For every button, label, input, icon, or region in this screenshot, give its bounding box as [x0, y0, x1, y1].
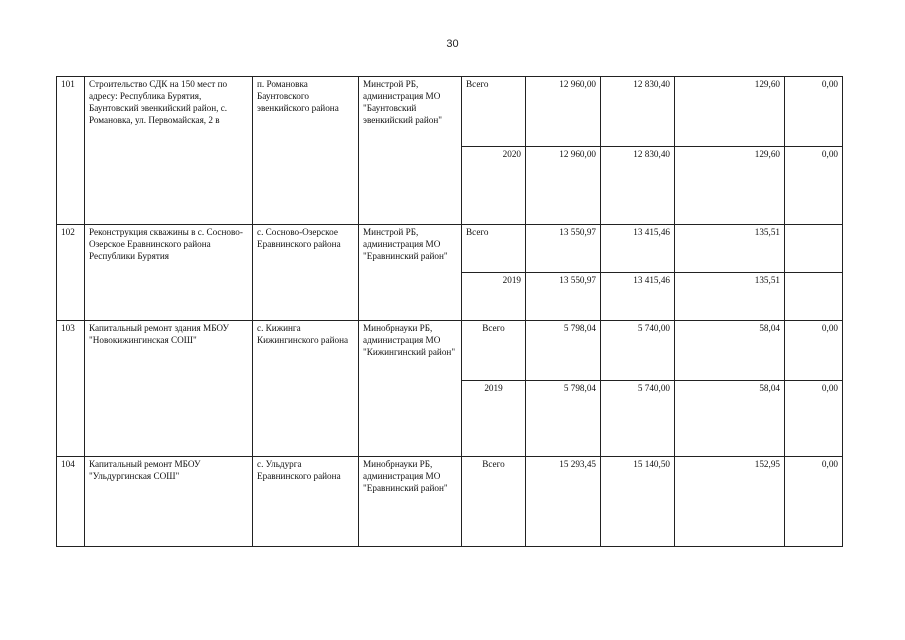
row-number: 101	[57, 77, 85, 225]
total-amount: 12 960,00	[526, 77, 601, 147]
total-amount: 13 550,97	[526, 225, 601, 273]
executor: Минстрой РБ, администрация МО "Баунтовский эвенкийский район"	[359, 77, 462, 225]
object-location: с. Ульдурга Еравнинского района	[253, 457, 359, 547]
period: Всего	[462, 225, 526, 273]
total-amount: 15 293,45	[526, 457, 601, 547]
total-amount: 5 798,04	[526, 381, 601, 457]
funding-3	[785, 273, 843, 321]
object-name: Капитальный ремонт МБОУ "Ульдургинская СОШ"	[85, 457, 253, 547]
period: 2020	[462, 147, 526, 225]
funding-1: 12 830,40	[601, 77, 675, 147]
funding-2: 129,60	[675, 147, 785, 225]
funding-2: 129,60	[675, 77, 785, 147]
row-number: 103	[57, 321, 85, 457]
executor: Минобрнауки РБ, администрация МО "Еравнинский район"	[359, 457, 462, 547]
table-row	[57, 457, 843, 547]
total-amount: 12 960,00	[526, 147, 601, 225]
funding-2: 135,51	[675, 273, 785, 321]
object-name: Реконструкция скважины в с. Сосново-Озерское Еравнинского района Республики Бурятия	[85, 225, 253, 321]
period: 2019	[462, 381, 526, 457]
funding-3	[785, 225, 843, 273]
funding-3: 0,00	[785, 457, 843, 547]
period: Всего	[462, 457, 526, 547]
funding-2: 135,51	[675, 225, 785, 273]
row-number: 102	[57, 225, 85, 321]
funding-1: 15 140,50	[601, 457, 675, 547]
funding-1: 5 740,00	[601, 321, 675, 381]
table-row	[57, 225, 843, 273]
page-number: 30	[446, 38, 459, 50]
executor: Минстрой РБ, администрация МО "Еравнинский район"	[359, 225, 462, 321]
funding-1: 12 830,40	[601, 147, 675, 225]
object-location: с. Кижинга Кижингинского района	[253, 321, 359, 457]
funding-1: 13 415,46	[601, 225, 675, 273]
total-amount: 5 798,04	[526, 321, 601, 381]
object-location: с. Сосново-Озерское Еравнинского района	[253, 225, 359, 321]
object-location: п. Романовка Баунтовского эвенкийского района	[253, 77, 359, 225]
funding-3: 0,00	[785, 147, 843, 225]
object-name: Капитальный ремонт здания МБОУ "Новокижингинская СОШ"	[85, 321, 253, 457]
funding-2: 152,95	[675, 457, 785, 547]
program-table	[56, 76, 843, 547]
period: 2019	[462, 273, 526, 321]
executor: Минобрнауки РБ, администрация МО "Кижингинский район"	[359, 321, 462, 457]
funding-2: 58,04	[675, 321, 785, 381]
table-row	[57, 321, 843, 381]
period: Всего	[462, 321, 526, 381]
funding-1: 5 740,00	[601, 381, 675, 457]
funding-2: 58,04	[675, 381, 785, 457]
row-number: 104	[57, 457, 85, 547]
table-row	[57, 77, 843, 147]
funding-1: 13 415,46	[601, 273, 675, 321]
funding-3: 0,00	[785, 77, 843, 147]
funding-3: 0,00	[785, 381, 843, 457]
funding-3: 0,00	[785, 321, 843, 381]
object-name: Строительство СДК на 150 мест по адресу: Республика Бурятия, Баунтовский эвенкийский район, с. Романовка, ул. Первомайская, 2 в	[85, 77, 253, 225]
total-amount: 13 550,97	[526, 273, 601, 321]
period: Всего	[462, 77, 526, 147]
